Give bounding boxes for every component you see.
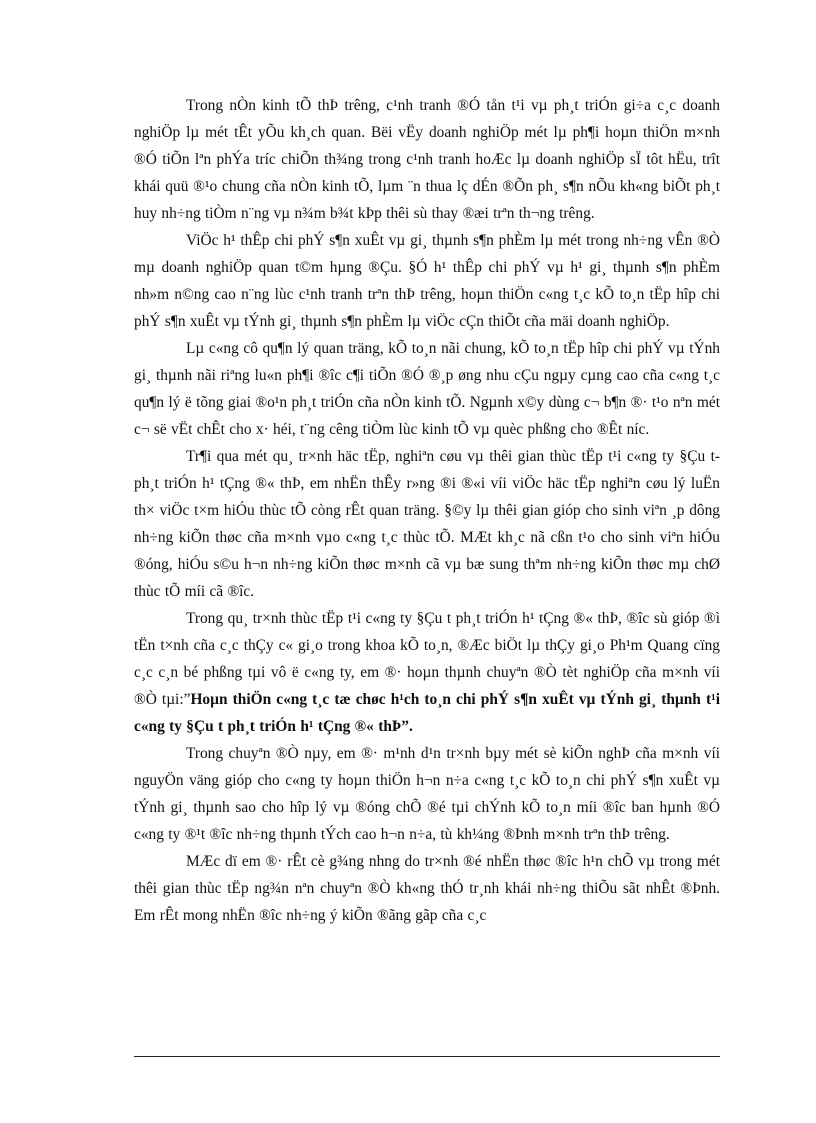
paragraph-6 bbox=[134, 740, 720, 848]
paragraph-7 bbox=[134, 848, 720, 929]
footer-rule bbox=[134, 1056, 720, 1057]
paragraph-1-text: Trong nÒn kinh tÕ thÞ trêng, c¹nh tranh ®Ó tån t¹i vµ ph¸t triÓn gi÷a c¸c doanh nghiÖp lµ mét tÊt yÕu kh¸ch quan. Bëi vËy doanh nghiÖp mét lµ ph¶i hoµn thiÖn m×nh ®Ó tiÕn lªn phÝa tríc chiÕn th¾ng trong c¹nh tranh hoÆc lµ doanh nghiÖp sÏ tôt hËu, trît khái quü ®¹o chung cña nÒn kinh tÕ, lµm ¨n thua lç dÉn ®Õn ph¸ s¶n nÕu kh«ng biÕt ph¸t huy nh÷ng tiÒm n¨ng vµ n¾m b¾t kÞp thêi sù thay ®æi trªn th¬ng trêng. bbox=[134, 97, 720, 222]
paragraph-2 bbox=[134, 227, 720, 335]
thesis-title: Hoµn thiÖn c«ng t¸c tæ chøc h¹ch to¸n chi phÝ s¶n xuÊt vµ tÝnh gi¸ thµnh t¹i c«ng ty §Çu t ph¸t triÓn h¹ tÇng ®« thÞ”. bbox=[134, 691, 720, 735]
paragraph-3 bbox=[134, 335, 720, 443]
document-body bbox=[134, 92, 720, 929]
paragraph-3-text: Lµ c«ng cô qu¶n lý quan träng, kÕ to¸n nãi chung, kÕ to¸n tËp hîp chi phÝ vµ tÝnh gi¸ thµnh nãi riªng lu«n ph¶i ®îc c¶i tiÕn ®Ó ®¸p øng nhu cÇu ngµy cµng cao cña c«ng t¸c qu¶n lý ë tõng giai ®o¹n ph¸t triÓn cña nÒn kinh tÕ. Ngµnh x©y dùng c¬ b¶n ®· t¹o nªn mét c¬ së vËt chÊt cho x· héi, t¨ng cêng tiÒm lùc kinh tÕ vµ quèc phßng cho ®Êt níc. bbox=[134, 340, 720, 438]
paragraph-4 bbox=[134, 443, 720, 605]
paragraph-6-text: Trong chuyªn ®Ò nµy, em ®· m¹nh d¹n tr×nh bµy mét sè kiÕn nghÞ cña m×nh víi nguyÖn väng gióp cho c«ng ty hoµn thiÖn h¬n n÷a c«ng t¸c kÕ to¸n chi phÝ s¶n xuÊt vµ tÝnh gi¸ thµnh sao cho hîp lý vµ ®óng chÕ ®é tµi chÝnh kÕ to¸n míi ®îc ban hµnh ®Ó c«ng ty ®¹t ®îc nh÷ng thµnh tÝch cao h¬n n÷a, tù kh¼ng ®Þnh m×nh trªn thÞ trêng. bbox=[134, 745, 720, 843]
paragraph-2-text: ViÖc h¹ thÊp chi phÝ s¶n xuÊt vµ gi¸ thµnh s¶n phÈm lµ mét trong nh÷ng vÊn ®Ò mµ doanh nghiÖp quan t©m hµng ®Çu. §Ó h¹ thÊp chi phÝ vµ h¹ gi¸ thµnh s¶n phÈm nh»m n©ng cao n¨ng lùc c¹nh tranh trªn thÞ trêng, hoµn thiÖn c«ng t¸c kÕ to¸n tËp hîp chi phÝ s¶n xuÊt vµ tÝnh gi¸ thµnh s¶n phÈm lµ viÖc cÇn thiÕt cña mäi doanh nghiÖp. bbox=[134, 232, 720, 330]
paragraph-1 bbox=[134, 92, 720, 227]
paragraph-7-text: MÆc dï em ®· rÊt cè g¾ng nhng do tr×nh ®é nhËn thøc ®îc h¹n chÕ vµ trong mét thêi gian thùc tËp ng¾n nªn chuyªn ®Ò kh«ng thÓ tr¸nh khái nh÷ng thiÕu sãt nhÊt ®Þnh. Em rÊt mong nhËn ®îc nh÷ng ý kiÕn ®ãng gãp cña c¸c bbox=[134, 853, 720, 924]
paragraph-5-text: Trong qu¸ tr×nh thùc tËp t¹i c«ng ty §Çu t ph¸t triÓn h¹ tÇng ®« thÞ, ®îc sù gióp ®ì tËn t×nh cña c¸c thÇy c« gi¸o trong khoa kÕ to¸n, ®Æc biÖt lµ thÇy gi¸o Ph¹m Quang cïng c¸c c¸n bé phßng tµi vô ë c«ng ty, em ®· hoµn thµnh chuyªn ®Ò tèt nghiÖp cña m×nh víi ®Ò tµi:” bbox=[134, 610, 720, 708]
paragraph-4-text: Tr¶i qua mét qu¸ tr×nh häc tËp, nghiªn cøu vµ thêi gian thùc tËp t¹i c«ng ty §Çu t ph¸t triÓn h¹ tÇng ®« thÞ, em nhËn thÊy r»ng ®i ®«i víi viÖc häc tËp nghiªn cøu lý luËn th× viÖc t×m hiÓu thùc tÕ còng rÊt quan träng. §©y lµ thêi gian gióp cho sinh viªn ¸p dông nh÷ng kiÕn thøc cña m×nh vµo c«ng t¸c thùc tÕ. MÆt kh¸c nã cßn t¹o cho sinh viªn hiÓu ®óng, hiÓu s©u h¬n nh÷ng kiÕn thøc m×nh cã vµ bæ sung thªm nh÷ng kiÕn thøc mµ chØ thùc tÕ míi cã ®îc. bbox=[134, 448, 720, 600]
paragraph-5 bbox=[134, 605, 720, 740]
